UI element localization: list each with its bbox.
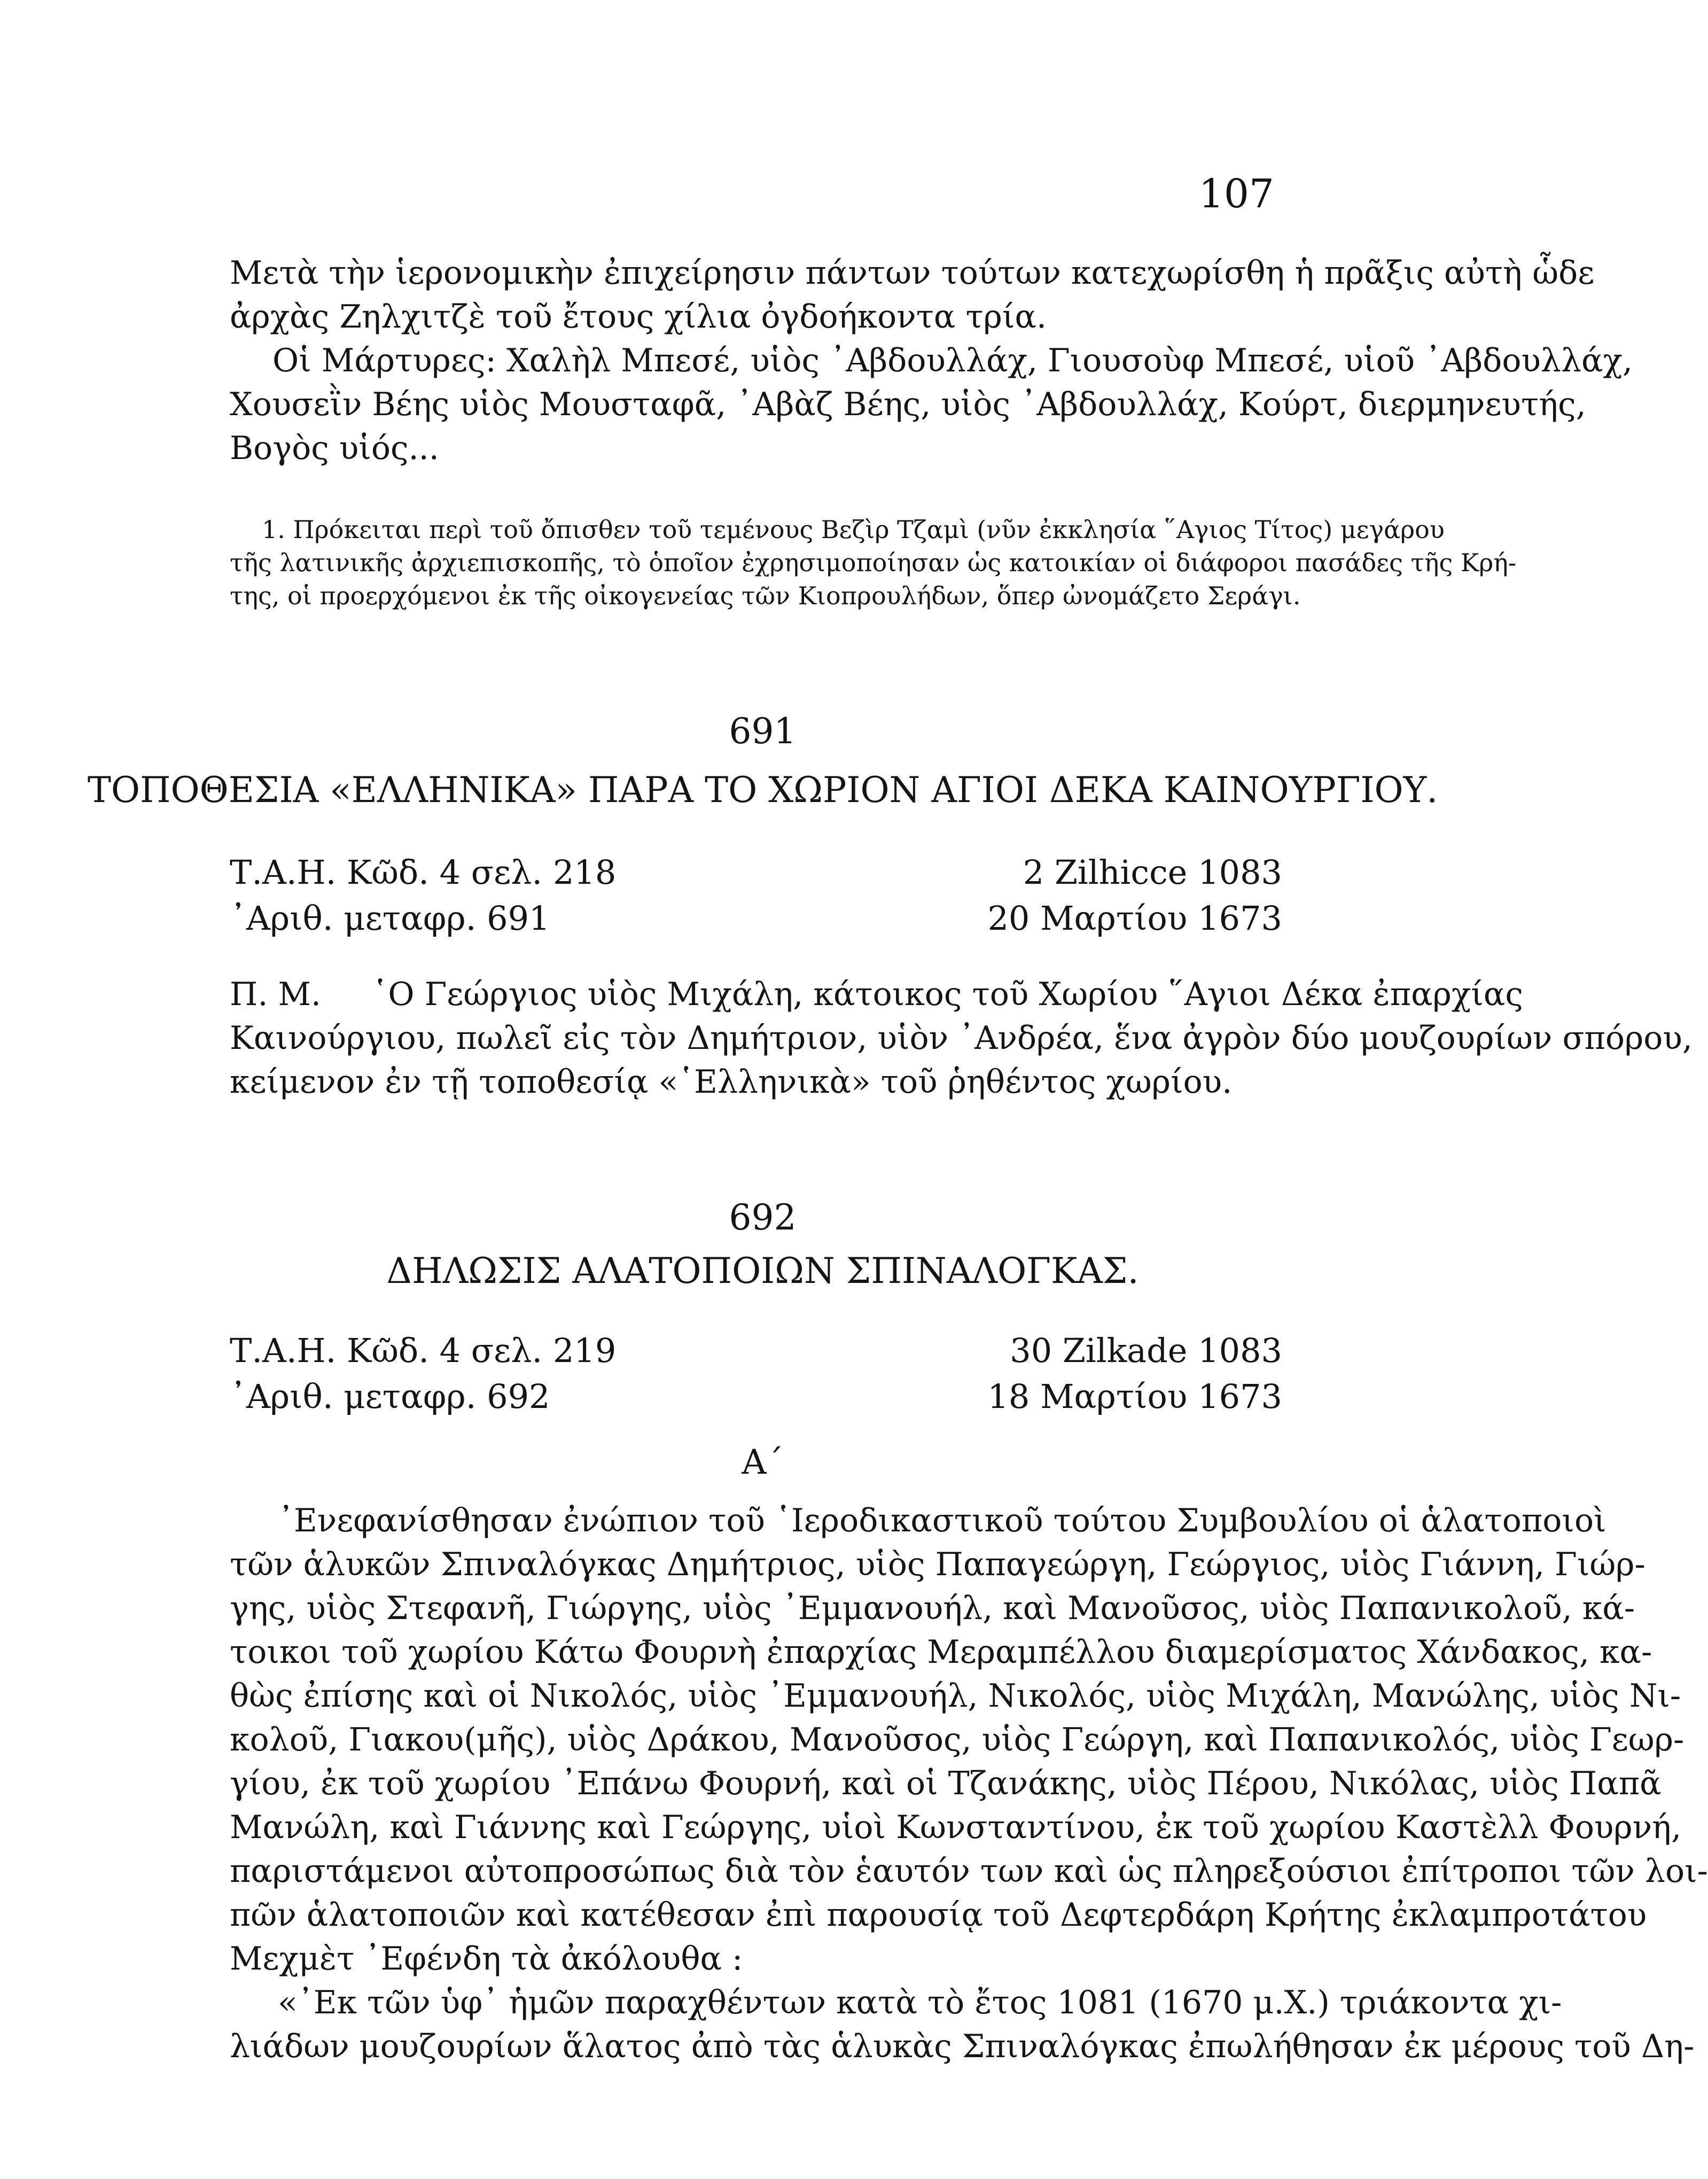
- text-line: τῶν ἁλυκῶν Σπιναλόγκας Δημήτριος, υἱὸς Παπαγεώργη, Γεώργιος, υἱὸς Γιάννη, Γιώρ-: [230, 1546, 1645, 1583]
- footnote-line: τῆς λατινικῆς ἀρχιεπισκοπῆς, τὸ ὁποῖον ἐχρησιμοποίησαν ὡς κατοικίαν οἱ διάφοροι πασάδες τῆς Κρή-: [230, 548, 1517, 577]
- text-line: ᾿Ενεφανίσθησαν ἐνώπιον τοῦ ῾Ιεροδικαστικοῦ τούτου Συμβουλίου οἱ ἁλατοποιοὶ: [278, 1502, 1606, 1539]
- document-title: ΤΟΠΟΘΕΣΙΑ «ΕΛΛΗΝΙΚΑ» ΠΑΡΑ ΤΟ ΧΩΡΙΟΝ ΑΓΙΟΙ ΔΕΚΑ ΚΑΙΝΟΥΡΓΙΟΥ.: [87, 769, 1438, 811]
- text-line: «᾿Εκ τῶν ὑφ᾿ ἡμῶν παραχθέντων κατὰ τὸ ἔτος 1081 (1670 μ.Χ.) τριάκοντα χι-: [278, 1984, 1562, 2021]
- document-title: ΔΗΛΩΣΙΣ ΑΛΑΤΟΠΟΙΩΝ ΣΠΙΝΑΛΟΓΚΑΣ.: [386, 1250, 1139, 1291]
- section-marker: Α΄: [742, 1443, 784, 1482]
- hijri-date: 2 Zilhicce 1083: [1023, 853, 1282, 892]
- archive-code: Τ.Α.Η. Κῶδ. 4 σελ. 219: [230, 1331, 617, 1370]
- gregorian-date: 20 Μαρτίου 1673: [987, 899, 1282, 938]
- document-dates: [987, 850, 1282, 941]
- text-line: πῶν ἁλατοποιῶν καὶ κατέθεσαν ἐπὶ παρουσίᾳ τοῦ Δεφτερδάρη Κρήτης ἐκλαμπροτάτου: [230, 1896, 1647, 1934]
- document-number: 691: [729, 711, 797, 752]
- footnote: [230, 513, 1517, 612]
- footnote-line: της, οἱ προερχόμενοι ἐκ τῆς οἰκογενείας τῶν Κιοπρουλήδων, ὅπερ ὠνομάζετο Σεράγι.: [230, 581, 1301, 610]
- text-line: Π. Μ. ῾Ο Γεώργιος υἱὸς Μιχάλη, κάτοικος τοῦ Χωρίου ῞Αγιοι Δέκα ἐπαρχίας: [230, 976, 1523, 1013]
- archive-reference: [230, 1328, 616, 1420]
- document-body: [230, 972, 1693, 1104]
- text-line: Μανώλη, καὶ Γιάννης καὶ Γεώργης, υἱοὶ Κωνσταντίνου, ἐκ τοῦ χωρίου Καστὲλλ Φουρνή,: [230, 1809, 1682, 1846]
- archive-code: Τ.Α.Η. Κῶδ. 4 σελ. 218: [230, 853, 617, 892]
- footnote-line: 1. Πρόκειται περὶ τοῦ ὄπισθεν τοῦ τεμένους Βεζὶρ Τζαμὶ (νῦν ἐκκλησία ῞Αγιος Τίτος) μεγάρου: [262, 515, 1445, 544]
- text-line: Οἱ Μάρτυρες: Χαλὴλ Μπεσέ, υἱὸς ᾿Αβδουλλάχ, Γιουσοὺφ Μπεσέ, υἱοῦ ᾿Αβδουλλάχ,: [272, 342, 1633, 379]
- document-dates: [987, 1328, 1282, 1420]
- text-line: κείμενον ἐν τῇ τοποθεσίᾳ «῾Ελληνικὰ» τοῦ ῥηθέντος χωρίου.: [230, 1063, 1233, 1101]
- text-line: Μετὰ τὴν ἱερονομικὴν ἐπιχείρησιν πάντων τούτων κατεχωρίσθη ἡ πρᾶξις αὐτὴ ὧδε: [230, 254, 1595, 292]
- gregorian-date: 18 Μαρτίου 1673: [987, 1377, 1282, 1416]
- text-line: γίου, ἐκ τοῦ χωρίου ᾿Επάνω Φουρνή, καὶ οἱ Τζανάκης, υἱὸς Πέρου, Νικόλας, υἱὸς Παπᾶ: [230, 1765, 1662, 1802]
- text-line: Μεχμὲτ ᾿Εφένδη τὰ ἀκόλουθα :: [230, 1940, 743, 1978]
- translation-number: ᾿Αριθ. μεταφρ. 691: [230, 899, 550, 938]
- text-line: γης, υἱὸς Στεφανῆ, Γιώργης, υἱὸς ᾿Εμμανουήλ, καὶ Μανοῦσος, υἱὸς Παπανικολοῦ, κά-: [230, 1590, 1635, 1627]
- text-line: τοικοι τοῦ χωρίου Κάτω Φουρνὴ ἐπαρχίας Μεραμπέλλου διαμερίσματος Χάνδακος, κα-: [230, 1633, 1652, 1671]
- text-line: ἀρχὰς Ζηλχιτζὲ τοῦ ἔτους χίλια ὀγδοήκοντα τρία.: [230, 298, 1047, 336]
- text-line: Χουσεῒν Βέης υἱὸς Μουσταφᾶ, ᾿Αβὰζ Βέης, υἱὸς ᾿Αβδουλλάχ, Κούρτ, διερμηνευτής,: [230, 386, 1586, 423]
- document-number: 692: [729, 1197, 797, 1238]
- archive-reference: [230, 850, 616, 941]
- page-number: 107: [1198, 171, 1274, 217]
- translation-number: ᾿Αριθ. μεταφρ. 692: [230, 1377, 550, 1416]
- intro-paragraph: [230, 251, 1633, 470]
- document-body: [230, 1499, 1708, 2068]
- text-line: λιάδων μουζουρίων ἅλατος ἀπὸ τὰς ἁλυκὰς Σπιναλόγκας ἐπωλήθησαν ἐκ μέρους τοῦ Δη-: [230, 2028, 1695, 2065]
- text-line: κολοῦ, Γιακου(μῆς), υἱὸς Δράκου, Μανοῦσος, υἱὸς Γεώργη, καὶ Παπανικολός, υἱὸς Γεωρ-: [230, 1721, 1684, 1758]
- text-line: Βογὸς υἱός...: [230, 430, 439, 467]
- text-line: Καινούργιου, πωλεῖ εἰς τὸν Δημήτριον, υἱὸν ᾿Ανδρέα, ἕνα ἀγρὸν δύο μουζουρίων σπόρου,: [230, 1020, 1693, 1057]
- hijri-date: 30 Zilkade 1083: [1010, 1331, 1282, 1370]
- text-line: παριστάμενοι αὐτοπροσώπως διὰ τὸν ἑαυτόν των καὶ ὡς πληρεξούσιοι ἐπίτροποι τῶν λοι-: [230, 1853, 1708, 1890]
- text-line: θὼς ἐπίσης καὶ οἱ Νικολός, υἱὸς ᾿Εμμανουήλ, Νικολός, υἱὸς Μιχάλη, Μανώλης, υἱὸς Νι-: [230, 1677, 1681, 1715]
